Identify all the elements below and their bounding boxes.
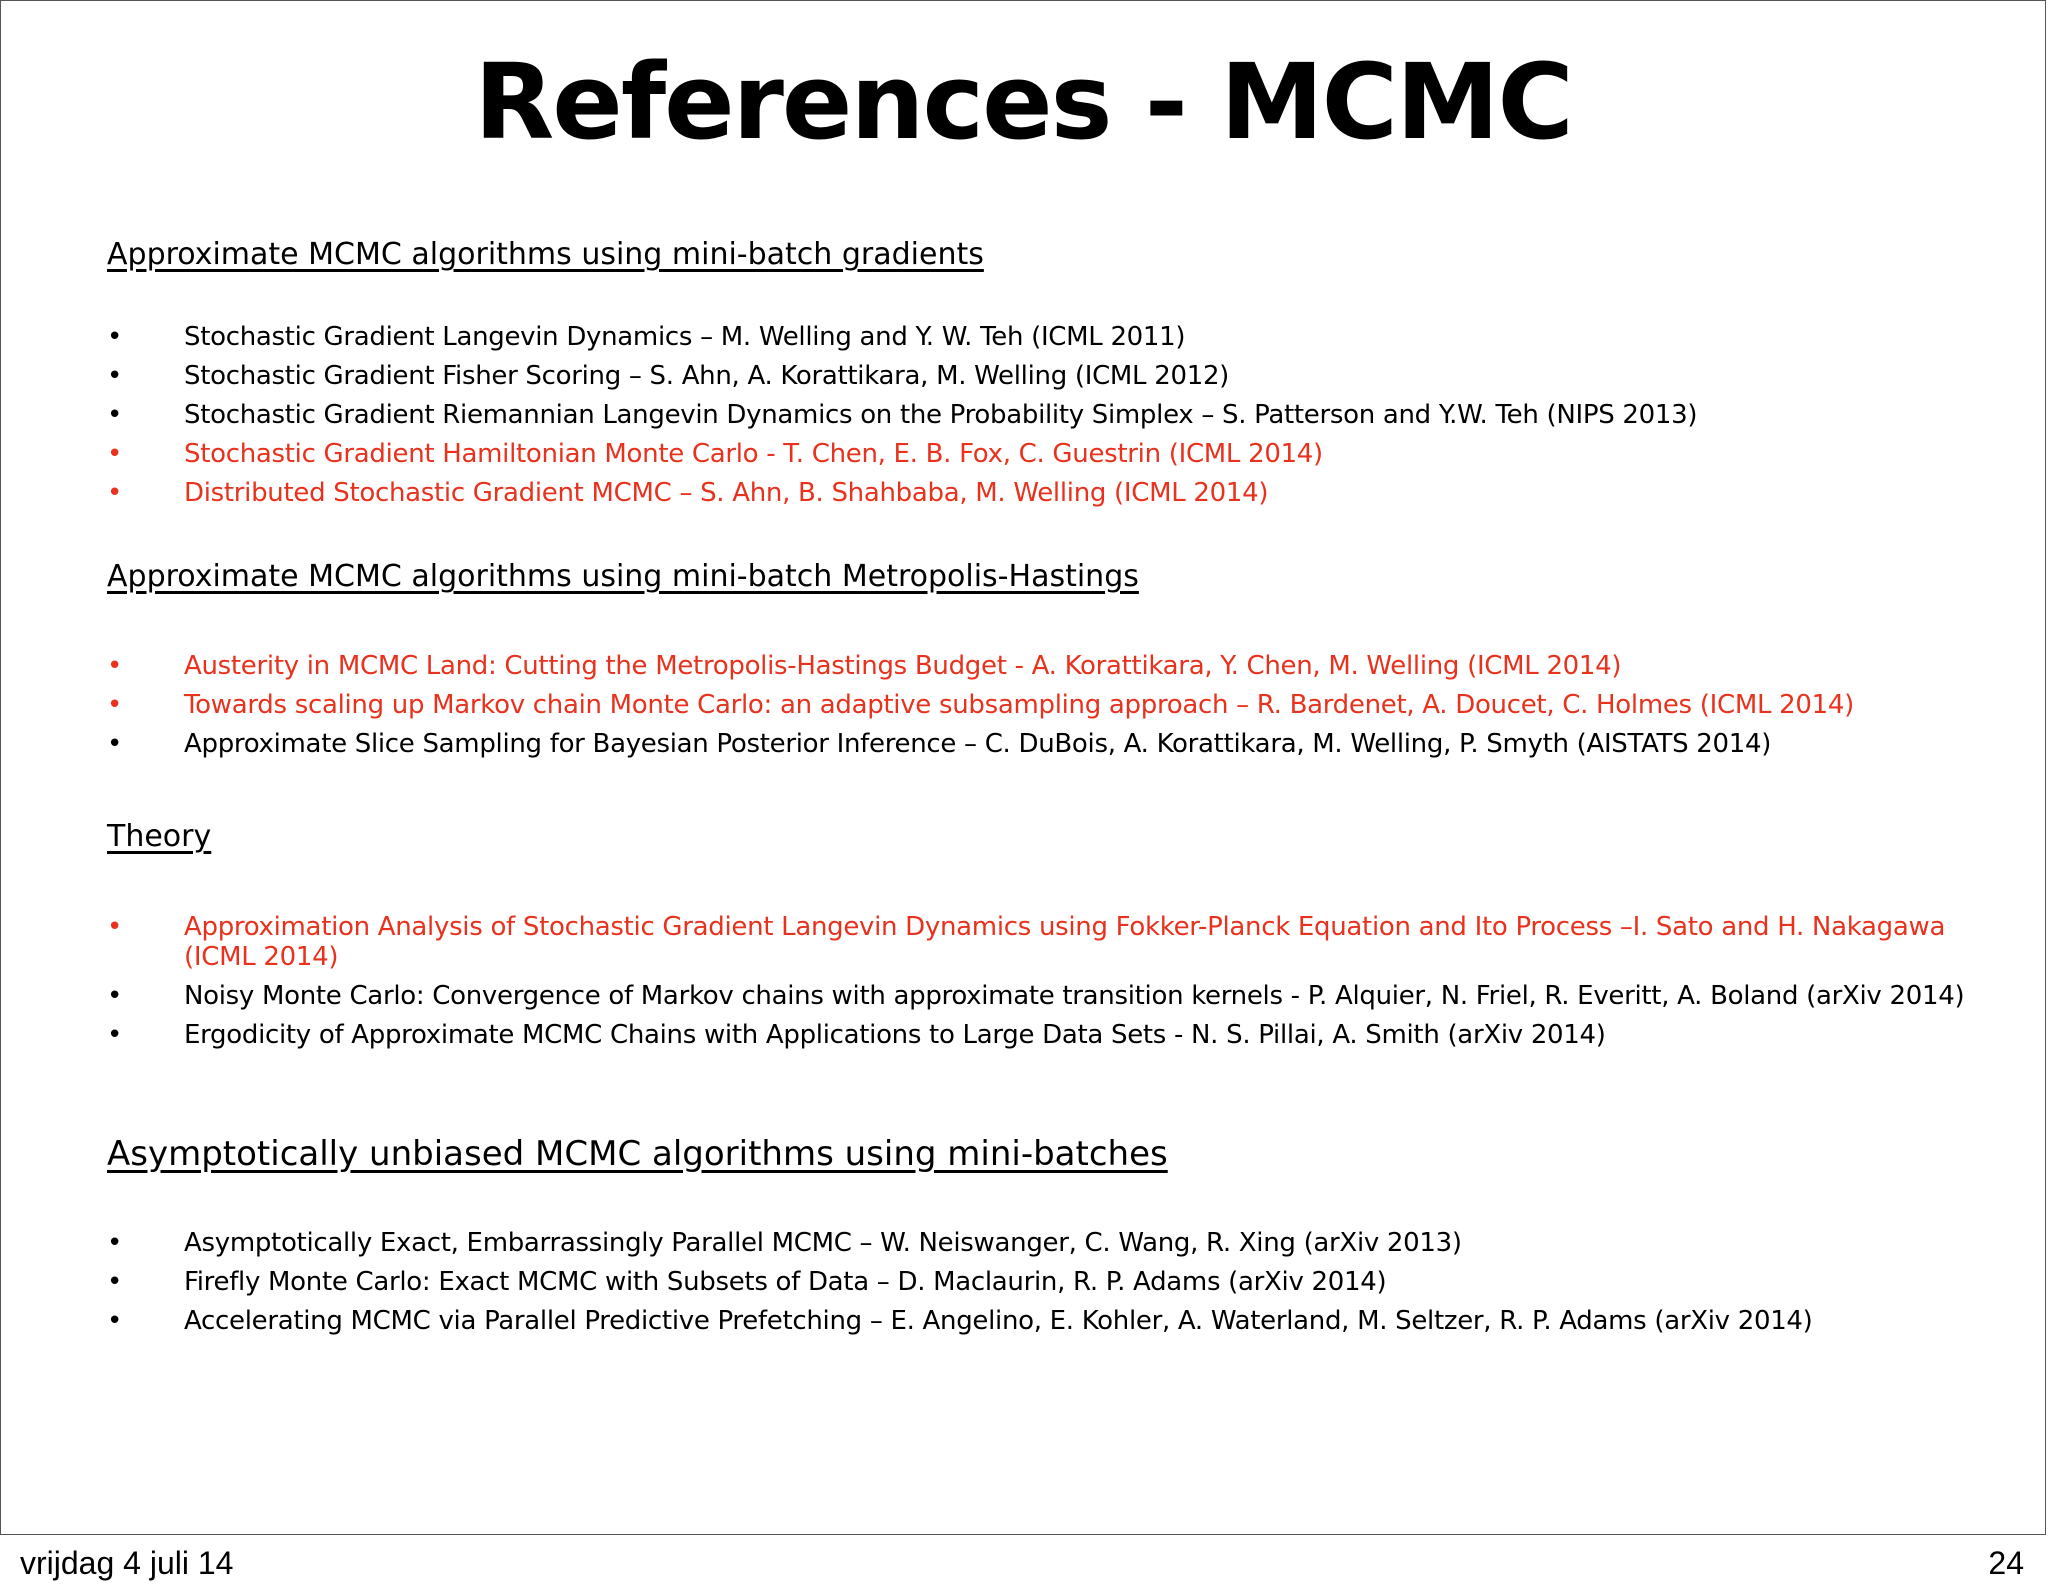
reference-text: Distributed Stochastic Gradient MCMC – S. Ahn, B. Shahbaba, M. Welling (ICML 2014) <box>184 478 1269 508</box>
reference-item <box>1 1306 2045 1336</box>
bullet-icon: • <box>107 322 123 352</box>
bullet-icon: • <box>107 690 123 720</box>
reference-text: Stochastic Gradient Fisher Scoring – S. Ahn, A. Korattikara, M. Welling (ICML 2012) <box>184 361 1230 391</box>
reference-list-asymptotically-unbiased <box>1 1228 2045 1345</box>
reference-item <box>1 651 2045 681</box>
reference-text: Ergodicity of Approximate MCMC Chains with Applications to Large Data Sets - N. S. Pillai, A. Smith (arXiv 2014) <box>184 1020 1606 1050</box>
reference-text: Stochastic Gradient Riemannian Langevin Dynamics on the Probability Simplex – S. Patterson and Y.W. Teh (NIPS 2013) <box>184 400 1698 430</box>
reference-item <box>1 361 2045 391</box>
reference-text: Approximate Slice Sampling for Bayesian Posterior Inference – C. DuBois, A. Korattikara, M. Welling, P. Smyth (AISTATS 2014) <box>184 729 1772 759</box>
bullet-icon: • <box>107 729 123 759</box>
reference-list-minibatch-gradients <box>1 322 2045 517</box>
bullet-icon: • <box>107 1306 123 1336</box>
reference-item <box>1 1267 2045 1297</box>
reference-text: Noisy Monte Carlo: Convergence of Markov chains with approximate transition kernels - P. Alquier, N. Friel, R. Everitt, A. Boland (arXiv 2014) <box>184 981 1965 1011</box>
reference-text: Firefly Monte Carlo: Exact MCMC with Subsets of Data – D. Maclaurin, R. P. Adams (arXiv 2014) <box>184 1267 1387 1297</box>
section-heading-minibatch-mh: Approximate MCMC algorithms using mini-batch Metropolis-Hastings <box>107 559 1139 594</box>
reference-item <box>1 729 2045 759</box>
reference-item <box>1 1228 2045 1258</box>
reference-item <box>1 1020 2045 1050</box>
bullet-icon: • <box>107 1020 123 1050</box>
section-heading-asymptotically-unbiased: Asymptotically unbiased MCMC algorithms using mini-batches <box>107 1134 1168 1174</box>
bullet-icon: • <box>107 400 123 430</box>
reference-item <box>1 439 2045 469</box>
reference-text: Austerity in MCMC Land: Cutting the Metropolis-Hastings Budget - A. Korattikara, Y. Chen, M. Welling (ICML 2014) <box>184 651 1622 681</box>
footer-date: vrijdag 4 juli 14 <box>20 1545 234 1581</box>
bullet-icon: • <box>107 981 123 1011</box>
bullet-icon: • <box>107 1228 123 1258</box>
reference-item <box>1 912 2045 972</box>
bullet-icon: • <box>107 1267 123 1297</box>
reference-list-minibatch-mh <box>1 651 2045 768</box>
reference-text: Stochastic Gradient Hamiltonian Monte Carlo - T. Chen, E. B. Fox, C. Guestrin (ICML 2014) <box>184 439 1323 469</box>
reference-text: Towards scaling up Markov chain Monte Carlo: an adaptive subsampling approach – R. Bardenet, A. Doucet, C. Holmes (ICML 2014) <box>184 690 1854 720</box>
reference-text: Approximation Analysis of Stochastic Gradient Langevin Dynamics using Fokker-Planck Equation and Ito Process –I. Sato and H. Nakagawa (ICML 2014) <box>184 912 1946 972</box>
reference-list-theory <box>1 912 2045 1059</box>
reference-item <box>1 478 2045 508</box>
section-heading-minibatch-gradients: Approximate MCMC algorithms using mini-batch gradients <box>107 237 984 272</box>
slide-title: References - MCMC <box>474 41 1572 163</box>
bullet-icon: • <box>107 439 123 469</box>
bullet-icon: • <box>107 361 123 391</box>
bullet-icon: • <box>107 478 123 508</box>
reference-text: Asymptotically Exact, Embarrassingly Parallel MCMC – W. Neiswanger, C. Wang, R. Xing (arXiv 2013) <box>184 1228 1462 1258</box>
reference-item <box>1 400 2045 430</box>
reference-item <box>1 322 2045 352</box>
reference-item <box>1 981 2045 1011</box>
section-heading-theory: Theory <box>107 819 212 854</box>
page-number: 24 <box>1988 1545 2024 1581</box>
reference-item <box>1 690 2045 720</box>
reference-text: Stochastic Gradient Langevin Dynamics – M. Welling and Y. W. Teh (ICML 2011) <box>184 322 1186 352</box>
bullet-icon: • <box>107 651 123 681</box>
bullet-icon: • <box>107 912 123 942</box>
reference-text: Accelerating MCMC via Parallel Predictive Prefetching – E. Angelino, E. Kohler, A. Waterland, M. Seltzer, R. P. Adams (arXiv 2014) <box>184 1306 1813 1336</box>
